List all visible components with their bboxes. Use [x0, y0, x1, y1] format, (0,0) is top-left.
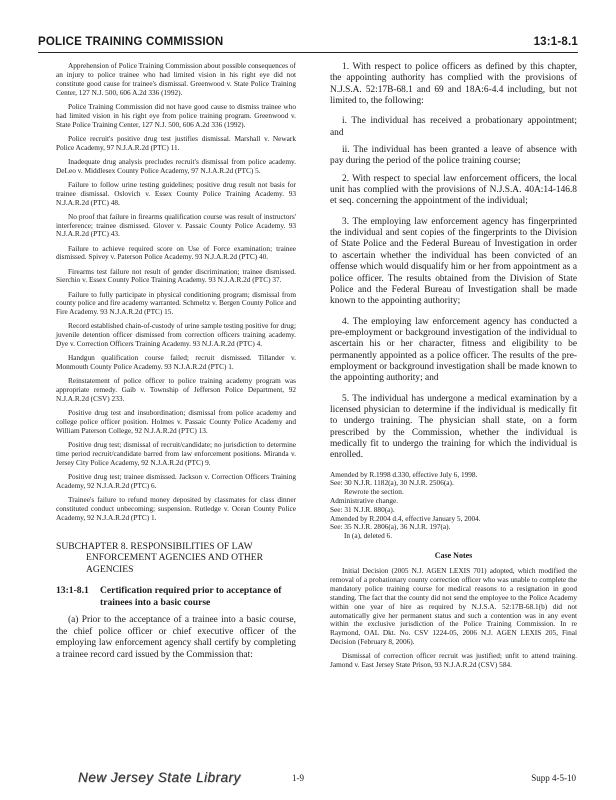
history-line: See: 31 N.J.R. 880(a).	[330, 504, 395, 514]
running-head-title: POLICE TRAINING COMMISSION	[38, 36, 224, 48]
annotation-note: Trainee's failure to refund money deposited by classmates for class dinner constituted conduct unbecoming; suspension. Rutledge v. Ocean County Police Academy, 92 N.J.A.R.2d (PTC) 1.	[56, 495, 296, 522]
running-head-section: 13:1-8.1	[533, 36, 578, 48]
subparagraph-item: ii. The individual has been granted a leave of absence with pay during the period of the police training course;	[330, 145, 577, 167]
history-line: See: 30 N.J.R. 1182(a), 30 N.J.R. 2506(a).	[330, 478, 454, 488]
history-line: Rewrote the section.	[344, 487, 404, 497]
annotation-note: Failure to achieve required score on Use of Force examination; trainee dismissed. Spivey v. Paterson Police Academy. 93 N.J.A.R.2d (PTC) 40.	[56, 243, 296, 262]
running-head	[38, 36, 578, 48]
annotation-note: Positive drug test and insubordination; dismissal from police academy and college police officer position. Holmes v. Passaic County Police Academy and William Paterson College, 92 N.J.A.R.2d (PTC) 13.	[56, 408, 296, 436]
annotation-note: Record established chain-of-custody of urine sample testing positive for drug; juvenile detention officer dismissed from correction officers training academy. Dye v. Correction Officers Training Academy. 93 N.J.A.R.2d (PTC) 4.	[56, 321, 296, 349]
annotation-note: Positive drug test; dismissal of recruit/candidate; no jurisdiction to determine time period recruit/candidate barred from law enforcement positions. Miranda v. Jersey City Police Academy, 92 N.J.A.R.2d (PTC) 9.	[56, 440, 296, 467]
library-stamp: New Jersey State Library	[78, 770, 241, 785]
history-line: See: 35 N.J.R. 2806(a), 36 N.J.R. 197(a).	[330, 522, 451, 532]
subparagraph-item: i. The individual has received a probationary appointment; and	[330, 116, 577, 138]
history-notes	[330, 471, 577, 541]
annotation-note: No proof that failure in firearms qualification course was result of instructors' interference; trainee dismissed. Glover v. Passaic County Police Academy. 93 N.J.A.R.2d (PTC) 43.	[56, 211, 296, 239]
annotation-note: Police Training Commission did not have good cause to dismiss trainee who had limited vision in his right eye from police training program. Greenwood v. State Police Training Center, 127 N.J. 500, 606 A.2d 336 (1992).	[56, 101, 296, 129]
numbered-paragraph: 1. With respect to police officers as defined by this chapter, the appointing authority has complied with the provisions of N.J.S.A. 52:17B-68.1 and 69 and 18A:6-4.4 including, but not limited to, the following:	[330, 62, 577, 107]
case-notes	[330, 567, 577, 670]
header-rule	[38, 52, 578, 53]
annotation-note: Handgun qualification course failed; recruit dismissed. Tillander v. Monmouth County Police Academy. 93 N.J.A.R.2d (PTC) 1.	[56, 353, 296, 372]
annotation-note: Failure to follow urine testing guidelines; positive drug result not basis for trainee dismissal. Oslovich v. Essex County Police Training Academy. 93 N.J.A.R.2d (PTC) 48.	[56, 179, 296, 207]
right-column	[330, 62, 577, 675]
numbered-paragraph: 4. The employing law enforcement agency has conducted a pre-employment or background investigation of the individual to ascertain his or her character, fitness and eligibility to be permanently appointed as a police officer. The results of the pre-employment or background investigation shall be made known to the appointing authority; and	[330, 316, 577, 384]
history-line: Administrative change.	[330, 496, 399, 506]
numbered-paragraph: 5. The individual has undergone a medical examination by a licensed physician to determine if the individual is medically fit to undergo training. The physician shall state, on a form prescribed by the Commission, whether the individual is medically fit to undergo the training for which the individual is enrolled.	[330, 393, 577, 461]
section-para-a: (a) Prior to the acceptance of a trainee into a basic course, the chief police officer or chief executive officer of the employing law enforcement agency shall certify by completing a trainee record card issued by the Commission that:	[56, 615, 296, 660]
annotation-note: Police recruit's positive drug test justifies dismissal. Marshall v. Newark Police Academy, 97 N.J.A.R.2d (PTC) 11.	[56, 133, 296, 152]
annotation-note: Apprehension of Police Training Commission about possible consequences of an injury to police trainee who had limited vision in his right eye did not constitute good cause for trainee's dismissal. Greenwood v. State Police Training Center, 127 N.J. 500, 606 A.2d 336 (1992).	[56, 61, 296, 97]
section-heading	[56, 585, 296, 608]
numbered-paragraph: 2. With respect to special law enforcement officers, the local unit has complied with the provisions of N.J.S.A. 40A:14-146.8 et seq. concerning the appointment of the individual;	[330, 173, 577, 207]
annotation-note: Inadequate drug analysis precludes recruit's dismissal from police academy. DeLeo v. Middlesex County Police Academy, 97 N.J.A.R.2d (PTC) 5.	[56, 156, 296, 175]
supplement-date: Supp 4-5-10	[531, 773, 576, 783]
left-column	[56, 62, 296, 665]
section-title: Certification required prior to acceptance of trainees into a basic course	[100, 585, 282, 608]
history-line: In (a), deleted 6.	[344, 531, 393, 541]
annotation-note: Reinstatement of police officer to police training academy program was appropriate remedy. Gaib v. Township of Jefferson Police Department, 92 N.J.A.R.2d (CSV) 233.	[56, 376, 296, 404]
page-footer	[0, 770, 616, 790]
annotation-notes	[56, 62, 296, 523]
section-number: 13:1-8.1	[56, 585, 89, 597]
case-note: Dismissal of correction officer recruit was justified; unfit to attend training. Jamond v. East Jersey State Prison, 93 N.J.A.R.2d (CSV) 584.	[330, 651, 577, 670]
page-number: 1-9	[292, 773, 304, 783]
history-line: Amended by R.1998 d.330, effective July 6, 1998.	[330, 469, 478, 479]
history-line: Amended by R.2004 d.4, effective January 5, 2004.	[330, 513, 481, 523]
annotation-note: Failure to fully participate in physical conditioning program; dismissal from county police and fire academy warranted. Schmeltz v. Bergen County Police and Fire Academy. 93 N.J.A.R.2d (PTC) 15.	[56, 289, 296, 317]
annotation-note: Firearms test failure not result of gender discrimination; trainee dismissed. Sierchio v. Essex County Police Training Academy. 93 N.J.A.R.2d (PTC) 37.	[56, 266, 296, 285]
case-notes-title: Case Notes	[434, 551, 473, 561]
section-subparagraphs	[330, 62, 577, 462]
numbered-paragraph: 3. The employing law enforcement agency has fingerprinted the individual and sent copies of the fingerprints to the Division of State Police and the Federal Bureau of Investigation in order to ascertain whether the individual has been convicted of an offense which would disqualify him or her from appointment as a police officer. The results obtained from the Division of State Police and the Federal Bureau of Investigation shall be made known to the appointing authority;	[330, 216, 577, 307]
case-note: Initial Decision (2005 N.J. AGEN LEXIS 701) adopted, which modified the removal of a probationary county correction officer who was unable to complete the mandatory police training course for medical reasons to a resignation in good standing. The fact that the county did not send the employee to the Police Academy within one year of hire as required by N.J.S.A. 52:17B-68.1(b) did not automatically give her permanent status and such a contention was in any event within the exclusive jurisdiction of the Police Training Commission. In re Raymond, OAL Dkt. No. CSV 1224-05, 2006 N.J. AGEN LEXIS 205, Final Decision (February 8, 2006).	[330, 566, 577, 647]
annotation-note: Positive drug test; trainee dismissed. Jackson v. Correction Officers Training Academy, 92 N.J.A.R.2d (PTC) 6.	[56, 472, 296, 490]
subchapter-heading: SUBCHAPTER 8. RESPONSIBILITIES OF LAW ENFORCEMENT AGENCIES AND OTHER AGENCIES	[56, 540, 264, 575]
